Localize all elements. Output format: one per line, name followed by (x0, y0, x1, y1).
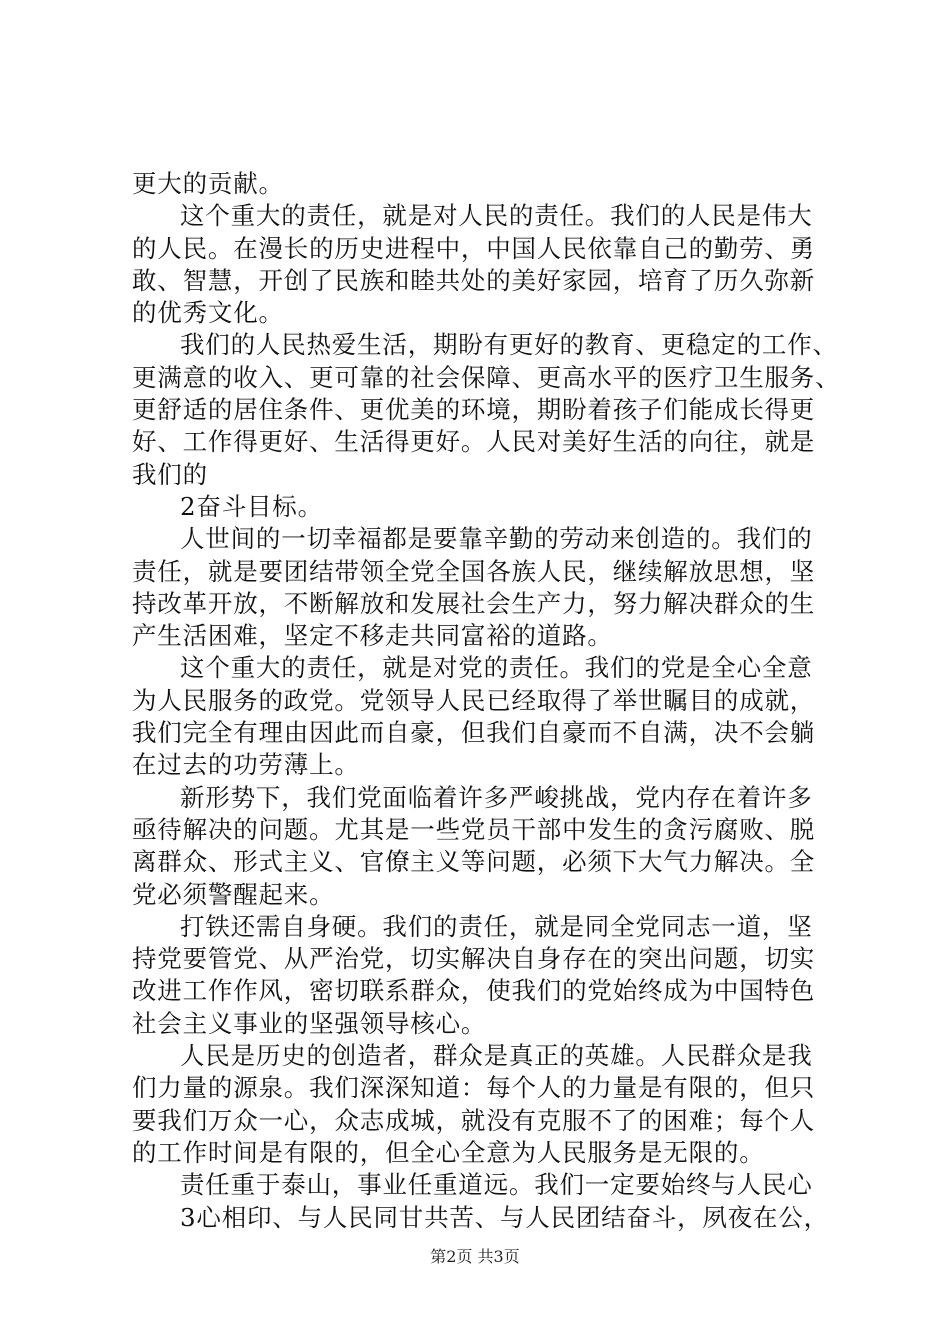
text-line: 敢、智慧，开创了民族和睦共处的美好家园，培育了历久弥新 (132, 265, 816, 295)
text-line: 党必须警醒起来。 (132, 879, 335, 909)
page-number-label: 第2页 共3页 (430, 1247, 520, 1266)
text-line: 3心相印、与人民同甘共苦、与人民团结奋斗，夙夜在公， (180, 1202, 829, 1232)
text-line: 的人民。在漫长的历史进程中，中国人民依靠自己的勤劳、勇 (132, 233, 816, 263)
page-footer (0, 1244, 950, 1267)
document-body (132, 168, 841, 1234)
text-line: 打铁还需自身硬。我们的责任，就是同全党同志一道，坚 (180, 911, 813, 941)
text-line: 更舒适的居住条件、更优美的环境，期盼着孩子们能成长得更 (132, 395, 816, 425)
text-line: 的工作时间是有限的，但全心全意为人民服务是无限的。 (132, 1137, 765, 1167)
text-line: 在过去的功劳薄上。 (132, 750, 360, 780)
text-line: 更大的贡献。 (132, 169, 284, 198)
text-line: 新形势下，我们党面临着许多严峻挑战，党内存在着许多 (180, 782, 813, 812)
text-line: 们力量的源泉。我们深深知道：每个人的力量是有限的，但只 (132, 1073, 816, 1103)
text-line: 产生活困难，坚定不移走共同富裕的道路。 (132, 621, 613, 651)
text-line: 责任重于泰山，事业任重道远。我们一定要始终与人民心 (180, 1170, 813, 1200)
text-line: 我们的人民热爱生活，期盼有更好的教育、更稳定的工作、 (180, 330, 838, 360)
text-line: 2奋斗目标。 (180, 491, 323, 521)
text-line: 离群众、形式主义、官僚主义等问题，必须下大气力解决。全 (132, 847, 816, 877)
text-line: 更满意的收入、更可靠的社会保障、更高水平的医疗卫生服务、 (132, 362, 841, 392)
text-line: 这个重大的责任，就是对党的责任。我们的党是全心全意 (180, 653, 813, 683)
text-line: 持党要管党、从严治党，切实解决自身存在的突出问题，切实 (132, 944, 816, 974)
text-line: 亟待解决的问题。尤其是一些党员干部中发生的贪污腐败、脱 (132, 814, 816, 844)
text-line: 我们的 (132, 459, 208, 489)
text-line: 好、工作得更好、生活得更好。人民对美好生活的向往，就是 (132, 427, 816, 457)
text-line: 为人民服务的政党。党领导人民已经取得了举世瞩目的成就， (132, 685, 816, 715)
text-line: 持改革开放，不断解放和发展社会生产力，努力解决群众的生 (132, 588, 816, 618)
text-line: 我们完全有理由因此而自豪，但我们自豪而不自满，决不会躺 (132, 718, 816, 748)
text-line: 社会主义事业的坚强领导核心。 (132, 1008, 487, 1038)
text-line: 人世间的一切幸福都是要靠辛勤的劳动来创造的。我们的 (180, 524, 813, 554)
text-line: 人民是历史的创造者，群众是真正的英雄。人民群众是我 (180, 1041, 813, 1071)
text-line: 这个重大的责任，就是对人民的责任。我们的人民是伟大 (180, 201, 813, 231)
text-line: 的优秀文化。 (132, 298, 284, 328)
text-line: 责任，就是要团结带领全党全国各族人民，继续解放思想，坚 (132, 556, 816, 586)
text-line: 改进工作作风，密切联系群众，使我们的党始终成为中国特色 (132, 976, 816, 1006)
text-line: 要我们万众一心，众志成城，就没有克服不了的困难；每个人 (132, 1105, 816, 1135)
